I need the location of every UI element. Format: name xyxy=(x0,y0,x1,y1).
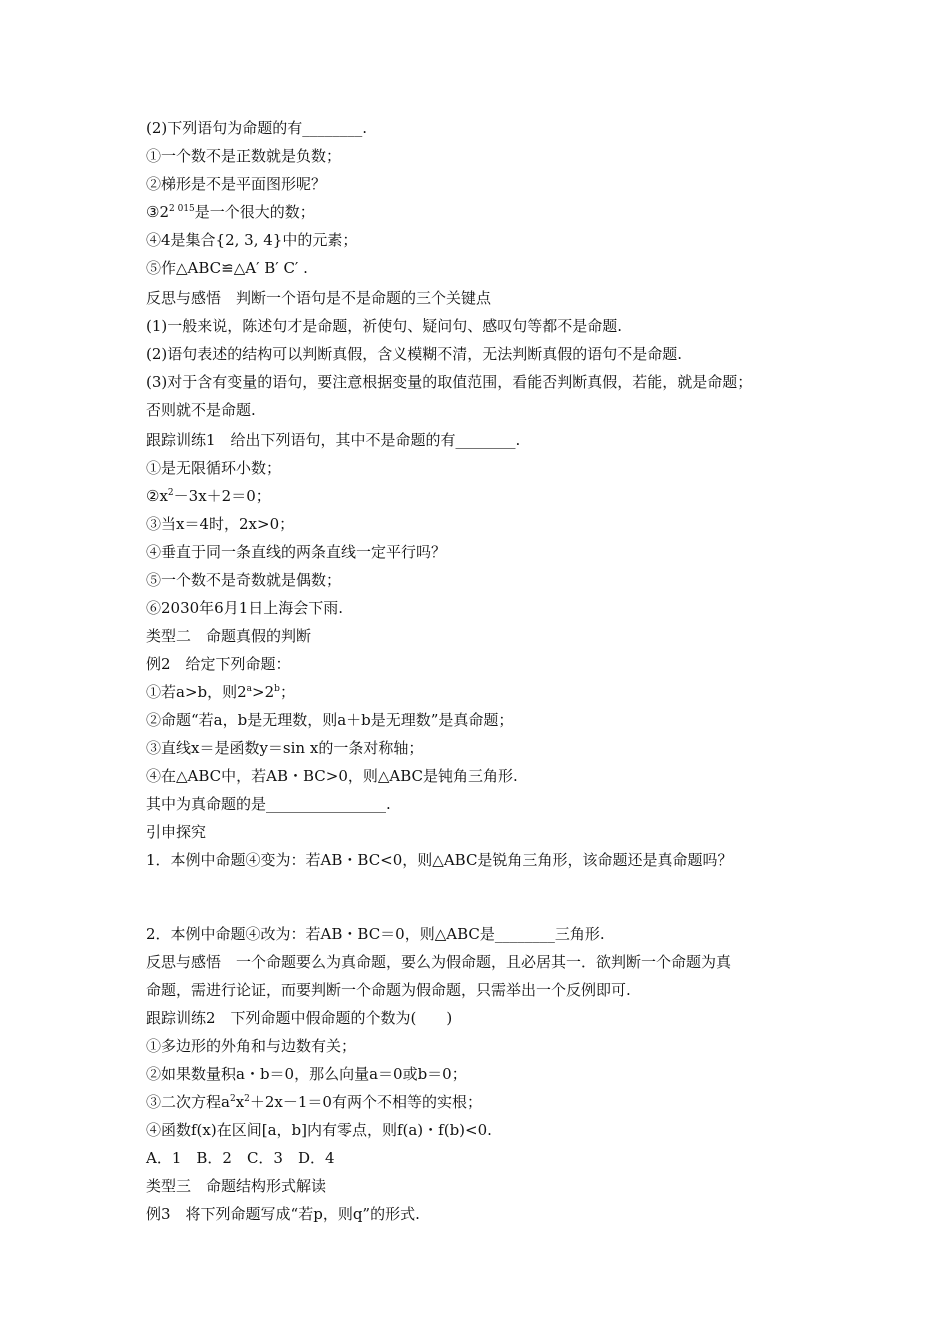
option-5: ⑤作△ABC≌△A′ B′ C′ . xyxy=(146,259,308,277)
reflection-heading-2: 反思与感悟 一个命题要么为真命题，要么为假命题，且必居其一．欲判断一个命题为真 xyxy=(146,953,732,971)
example-2-stem: 例2 给定下列命题： xyxy=(146,655,291,673)
extension-question-1: 1．本例中命题④变为：若AB・BC<0，则△ABC是锐角三角形，该命题还是真命题吗？ xyxy=(146,851,733,869)
practice-1-item-2: $②x^2-3x+2=0$； xyxy=(146,487,271,505)
example-2-answer-line: 其中为真命题的是________________. xyxy=(146,795,391,813)
extension-question-2: 2．本例中命题④改为：若AB・BC＝0，则△ABC是________三角形. xyxy=(146,925,605,943)
option-1: ①一个数不是正数就是负数； xyxy=(146,147,342,165)
practice-1-stem: 跟踪训练1 给出下列语句，其中不是命题的有________. xyxy=(146,431,521,449)
practice-2-item-1: ①多边形的外角和与边数有关； xyxy=(146,1037,357,1055)
practice-1-item-4: ④垂直于同一条直线的两条直线一定平行吗？ xyxy=(146,543,447,561)
practice-1-item-1: ①是无限循环小数； xyxy=(146,459,282,477)
practice-1-item-3: ③当x＝4时，2x>0； xyxy=(146,515,295,533)
type-3-heading: 类型三 命题结构形式解读 xyxy=(146,1177,327,1195)
reflection-point-3: (3)对于含有变量的语句，要注意根据变量的取值范围，看能否判断真假，若能，就是命题； xyxy=(146,373,753,391)
reflection-point-3-cont: 否则就不是命题. xyxy=(146,401,256,419)
option-2: ②梯形是不是平面图形呢？ xyxy=(146,175,327,193)
reflection-point-1: (1)一般来说，陈述句才是命题，祈使句、疑问句、感叹句等都不是命题. xyxy=(146,317,623,335)
example-2-item-4: ④在△ABC中，若AB・BC>0，则△ABC是钝角三角形. xyxy=(146,767,518,785)
example-2-item-3: ③直线x＝是函数y＝sin x的一条对称轴； xyxy=(146,739,424,757)
reflection-point-2: (2)语句表述的结构可以判断真假，含义模糊不清，无法判断真假的语句不是命题. xyxy=(146,345,683,363)
practice-1-item-6: ⑥2030年6月1日上海会下雨. xyxy=(146,599,344,617)
option-3: $③2^{2 015}$是一个很大的数； xyxy=(146,203,315,221)
example-3-stem: 例3 将下列命题写成“若p，则q”的形式. xyxy=(146,1205,420,1223)
practice-2-item-4: ④函数f(x)在区间[a，b]内有零点，则f(a)・f(b)<0. xyxy=(146,1121,492,1139)
practice-1-item-5: ⑤一个数不是奇数就是偶数； xyxy=(146,571,342,589)
practice-2-item-3: ③二次方程$a^2x^2+2x-1=0$有两个不相等的实根； xyxy=(146,1093,482,1111)
question-2-stem: (2)下列语句为命题的有________. xyxy=(146,119,368,137)
example-2-item-1: ①若a>b，则$2^a>2^b$； xyxy=(146,683,295,701)
practice-2-stem: 跟踪训练2 下列命题中假命题的个数为( ) xyxy=(146,1009,453,1027)
practice-2-item-2: ②如果数量积a・b＝0，那么向量a＝0或b＝0； xyxy=(146,1065,467,1083)
practice-2-choices: A．1 B．2 C．3 D．4 xyxy=(146,1149,335,1167)
extension-heading: 引申探究 xyxy=(146,823,207,841)
reflection-heading-1: 反思与感悟 判断一个语句是不是命题的三个关键点 xyxy=(146,289,492,307)
example-2-item-2: ②命题“若a，b是无理数，则a＋b是无理数”是真命题； xyxy=(146,711,514,729)
reflection-2-cont: 命题，需进行论证，而要判断一个命题为假命题，只需举出一个反例即可. xyxy=(146,981,631,999)
option-4: ④4是集合{2, 3, 4}中的元素； xyxy=(146,231,358,249)
type-2-heading: 类型二 命题真假的判断 xyxy=(146,627,312,645)
